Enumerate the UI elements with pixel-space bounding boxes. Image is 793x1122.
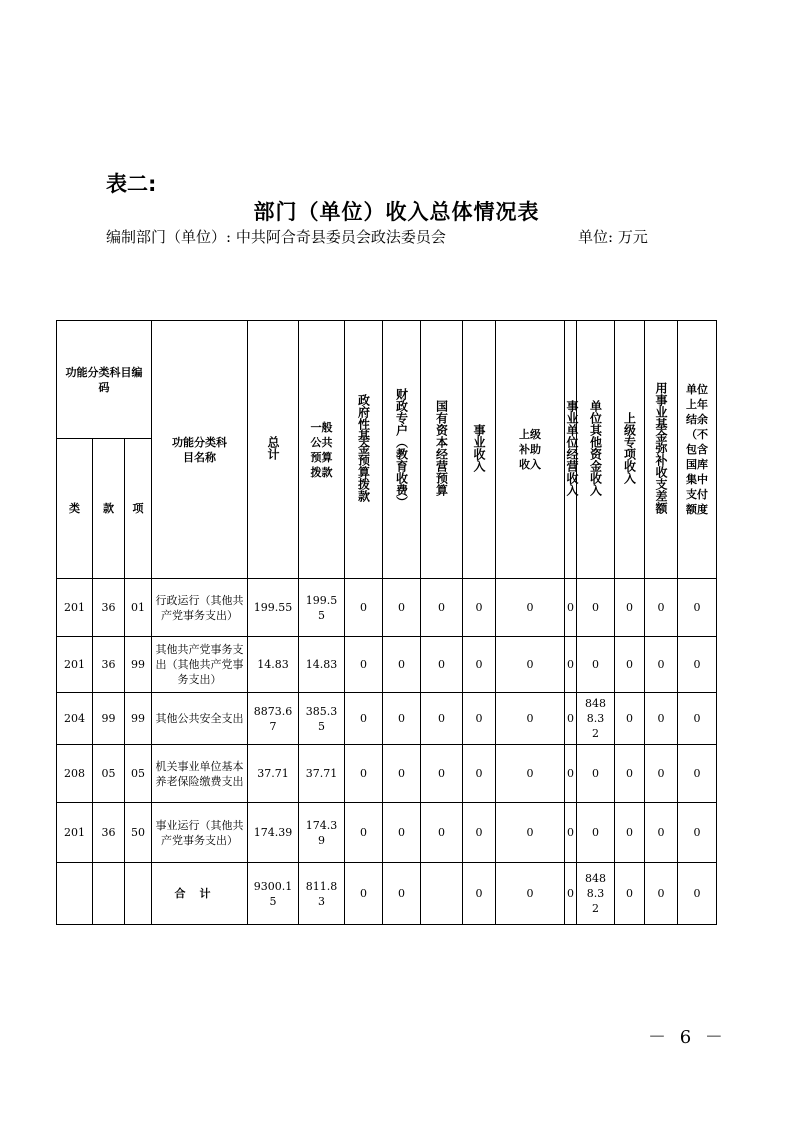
row-operating: 0 [565,693,577,745]
row-total: 174.39 [248,803,299,863]
summary-kuan [93,863,125,925]
summary-xiang [125,863,152,925]
row-fund-balance: 0 [645,745,678,803]
summary-total: 9300.15 [248,863,299,925]
row-kuan: 36 [93,579,125,637]
table-row [57,579,717,637]
header-total: 总计 [248,321,299,579]
page-title: 部门（单位）收入总体情况表 [253,200,540,224]
row-xiang: 50 [125,803,152,863]
row-general: 37.71 [299,745,345,803]
row-kuan: 99 [93,693,125,745]
header-state: 国有资本经营预算 [421,321,463,579]
table-summary [57,863,717,925]
row-operating: 0 [565,637,577,693]
table-label: 表二: [106,172,157,196]
summary-fund: 0 [345,863,383,925]
row-other-funds: 0 [577,803,615,863]
row-name: 事业运行（其他共产党事务支出） [152,803,248,863]
summary-superior-special: 0 [615,863,645,925]
row-carryover: 0 [678,637,717,693]
row-kuan: 36 [93,803,125,863]
row-total: 199.55 [248,579,299,637]
row-superior-special: 0 [615,637,645,693]
row-name: 机关事业单位基本养老保险缴费支出 [152,745,248,803]
row-superior-subsidy: 0 [496,803,565,863]
row-xiang: 99 [125,693,152,745]
summary-operating: 0 [565,863,577,925]
row-other-funds: 8488.32 [577,693,615,745]
row-superior-special: 0 [615,745,645,803]
summary-general: 811.83 [299,863,345,925]
row-state: 0 [421,745,463,803]
row-business: 0 [463,637,496,693]
header-superior-subsidy: 上级补助收入 [496,321,565,579]
row-kuan: 36 [93,637,125,693]
header-kuan: 款 [93,439,125,579]
row-lei: 201 [57,803,93,863]
header-xiang: 项 [125,439,152,579]
page-number: － 6 － [648,1027,727,1048]
row-fund: 0 [345,693,383,745]
row-carryover: 0 [678,803,717,863]
department-line: 编制部门（单位）: 中共阿合奇县委员会政法委员会 [106,228,446,246]
row-superior-special: 0 [615,693,645,745]
row-superior-subsidy: 0 [496,637,565,693]
header-special: 财政专户（教育收费） [383,321,421,579]
header-carryover: 单位上年结余（不包含国库集中支付额度 [678,321,717,579]
row-state: 0 [421,579,463,637]
row-special: 0 [383,803,421,863]
row-fund: 0 [345,803,383,863]
row-total: 14.83 [248,637,299,693]
header-superior-special: 上级专项收入 [615,321,645,579]
summary-state [421,863,463,925]
row-operating: 0 [565,579,577,637]
row-special: 0 [383,693,421,745]
table-header [57,321,717,579]
row-name: 其他公共安全支出 [152,693,248,745]
header-general: 一般公共预算拨款 [299,321,345,579]
table-row [57,693,717,745]
header-business: 事业收入 [463,321,496,579]
income-table [56,320,717,925]
row-carryover: 0 [678,745,717,803]
row-kuan: 05 [93,745,125,803]
row-state: 0 [421,693,463,745]
row-lei: 208 [57,745,93,803]
table-row [57,803,717,863]
header-name: 功能分类科目名称 [152,321,248,579]
header-fund-balance: 用事业基金弥补收支差额 [645,321,678,579]
row-carryover: 0 [678,579,717,637]
row-xiang: 05 [125,745,152,803]
row-special: 0 [383,745,421,803]
summary-lei [57,863,93,925]
summary-business: 0 [463,863,496,925]
summary-superior-subsidy: 0 [496,863,565,925]
header-code-group: 功能分类科目编码 [57,321,152,439]
row-business: 0 [463,745,496,803]
row-other-funds: 0 [577,579,615,637]
unit-line: 单位: 万元 [578,228,648,246]
row-name: 行政运行（其他共产党事务支出） [152,579,248,637]
row-fund-balance: 0 [645,637,678,693]
row-fund-balance: 0 [645,693,678,745]
row-general: 174.39 [299,803,345,863]
row-lei: 201 [57,637,93,693]
row-business: 0 [463,693,496,745]
row-total: 37.71 [248,745,299,803]
row-carryover: 0 [678,693,717,745]
row-fund-balance: 0 [645,579,678,637]
summary-fund-balance: 0 [645,863,678,925]
summary-other-funds: 8488.32 [577,863,615,925]
table-row [57,637,717,693]
row-superior-special: 0 [615,579,645,637]
header-operating: 事业单位经营收入 [565,321,577,579]
row-superior-subsidy: 0 [496,693,565,745]
row-general: 199.55 [299,579,345,637]
summary-label: 合计 [152,863,248,925]
header-fund: 政府性基金预算拨款 [345,321,383,579]
row-lei: 204 [57,693,93,745]
row-state: 0 [421,803,463,863]
row-fund: 0 [345,745,383,803]
row-fund-balance: 0 [645,803,678,863]
summary-row [57,863,717,925]
row-special: 0 [383,637,421,693]
summary-carryover: 0 [678,863,717,925]
row-general: 14.83 [299,637,345,693]
row-other-funds: 0 [577,745,615,803]
row-business: 0 [463,579,496,637]
row-special: 0 [383,579,421,637]
row-operating: 0 [565,803,577,863]
row-superior-special: 0 [615,803,645,863]
row-superior-subsidy: 0 [496,579,565,637]
summary-special: 0 [383,863,421,925]
table-body [57,579,717,863]
table-row [57,745,717,803]
row-fund: 0 [345,637,383,693]
header-lei: 类 [57,439,93,579]
row-xiang: 01 [125,579,152,637]
row-operating: 0 [565,745,577,803]
row-total: 8873.67 [248,693,299,745]
row-fund: 0 [345,579,383,637]
row-superior-subsidy: 0 [496,745,565,803]
row-name: 其他共产党事务支出（其他共产党事务支出） [152,637,248,693]
row-business: 0 [463,803,496,863]
row-xiang: 99 [125,637,152,693]
row-other-funds: 0 [577,637,615,693]
header-other-funds: 单位其他资金收入 [577,321,615,579]
row-general: 385.35 [299,693,345,745]
row-lei: 201 [57,579,93,637]
row-state: 0 [421,637,463,693]
